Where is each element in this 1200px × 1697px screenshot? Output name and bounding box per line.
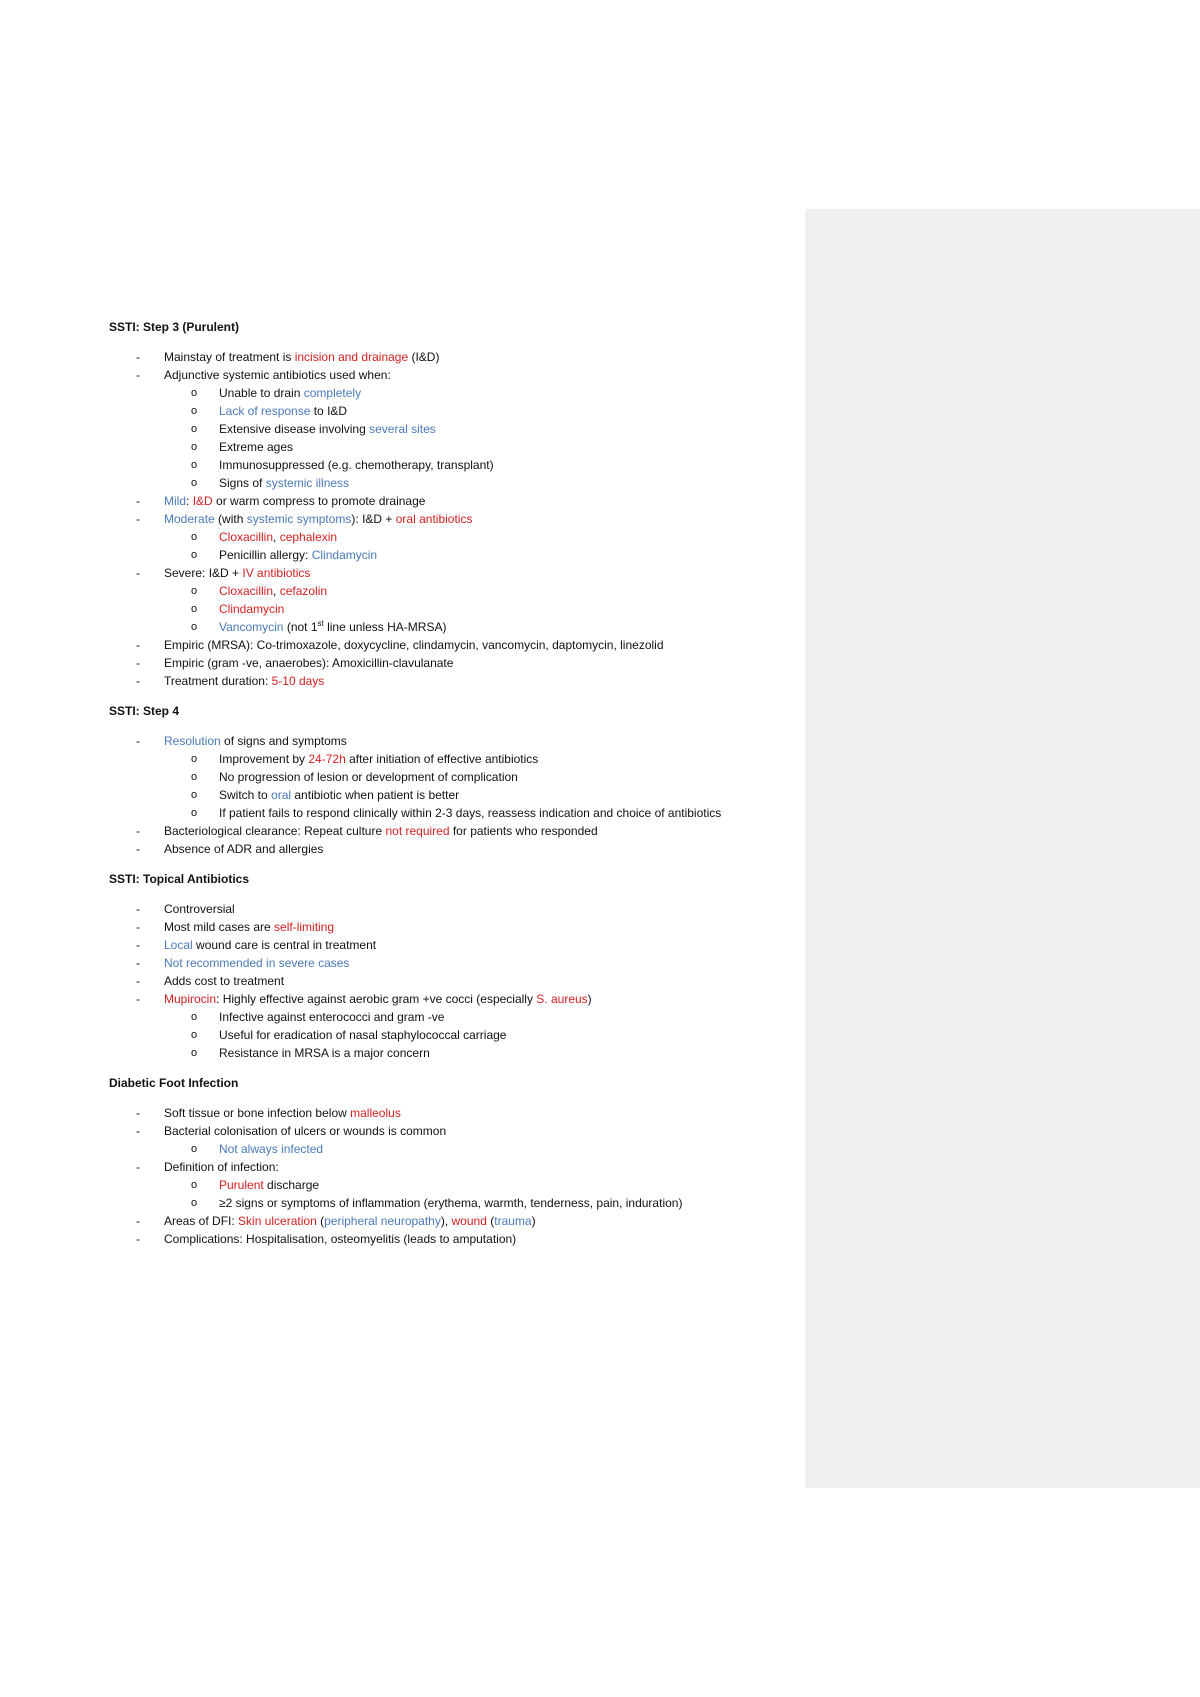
list-item-text bbox=[219, 528, 337, 546]
sub-list-item bbox=[109, 1008, 789, 1026]
list-item-text bbox=[164, 954, 349, 972]
circle-bullet-icon: o bbox=[191, 771, 198, 783]
list-item-text bbox=[164, 840, 323, 858]
text-run: Soft tissue or bone infection below bbox=[164, 1106, 351, 1120]
list-item bbox=[109, 1158, 789, 1176]
list-item bbox=[109, 636, 789, 654]
highlighted-text: self-limiting bbox=[274, 920, 335, 934]
highlighted-text: 5-10 days bbox=[271, 674, 325, 688]
list-item-text bbox=[219, 456, 494, 474]
text-run: If patient fails to respond clinically within 2-3 days, reassess indication and choice of antibiotics bbox=[219, 806, 722, 820]
highlighted-text: not required bbox=[385, 824, 450, 838]
section bbox=[109, 702, 789, 858]
text-run: : bbox=[186, 494, 193, 508]
list-item-text bbox=[219, 438, 293, 456]
circle-bullet-icon: o bbox=[191, 549, 198, 561]
dash-bullet-icon: - bbox=[136, 350, 140, 364]
text-run: ): I&D + bbox=[351, 512, 396, 526]
highlighted-text: wound bbox=[451, 1214, 487, 1228]
sub-list-item bbox=[109, 384, 789, 402]
list-item-text bbox=[164, 972, 284, 990]
dash-bullet-icon: - bbox=[136, 734, 140, 748]
sub-list-item bbox=[109, 1176, 789, 1194]
dash-bullet-icon: - bbox=[136, 824, 140, 838]
text-run: No progression of lesion or development of complication bbox=[219, 770, 518, 784]
circle-bullet-icon: o bbox=[191, 1011, 198, 1023]
highlighted-text: Vancomycin bbox=[219, 620, 284, 634]
highlighted-text: Clindamycin bbox=[311, 548, 378, 562]
highlighted-text: trauma bbox=[494, 1214, 532, 1228]
dash-bullet-icon: - bbox=[136, 656, 140, 670]
list-item bbox=[109, 954, 789, 972]
sub-list-item bbox=[109, 420, 789, 438]
circle-bullet-icon: o bbox=[191, 387, 198, 399]
highlighted-text: peripheral neuropathy bbox=[324, 1214, 441, 1228]
list-item-text bbox=[219, 1176, 319, 1194]
dash-bullet-icon: - bbox=[136, 956, 140, 970]
highlighted-text: Resolution bbox=[164, 734, 221, 748]
sub-list-item bbox=[109, 618, 789, 636]
dash-bullet-icon: - bbox=[136, 638, 140, 652]
text-run: Absence of ADR and allergies bbox=[164, 842, 324, 856]
list-item bbox=[109, 348, 789, 366]
dash-bullet-icon: - bbox=[136, 512, 140, 526]
list-item-text bbox=[164, 510, 472, 528]
highlighted-text: Lack of response bbox=[219, 404, 311, 418]
highlighted-text: cefazolin bbox=[279, 584, 328, 598]
list-item-text bbox=[219, 384, 361, 402]
comment-pane bbox=[805, 209, 1200, 1488]
text-run: Infective against enterococci and gram -ve bbox=[219, 1010, 445, 1024]
list-item-text bbox=[164, 636, 664, 654]
highlighted-text: incision and drainage bbox=[294, 350, 409, 364]
list-item-text bbox=[219, 1008, 444, 1026]
highlighted-text: Moderate bbox=[164, 512, 215, 526]
list-item bbox=[109, 366, 789, 384]
text-run: wound care is central in treatment bbox=[192, 938, 377, 952]
text-run: ( bbox=[316, 1214, 325, 1228]
text-run: (with bbox=[214, 512, 247, 526]
highlighted-text: Skin ulceration bbox=[238, 1214, 317, 1228]
sub-list-item bbox=[109, 456, 789, 474]
dash-bullet-icon: - bbox=[136, 1232, 140, 1246]
list-item-text bbox=[219, 402, 347, 420]
text-run: Mainstay of treatment is bbox=[164, 350, 295, 364]
text-run: of signs and symptoms bbox=[220, 734, 347, 748]
sub-list-item bbox=[109, 474, 789, 492]
list-item-text bbox=[164, 564, 310, 582]
text-run: ≥2 signs or symptoms of inflammation (erythema, warmth, tenderness, pain, induration) bbox=[219, 1196, 683, 1210]
text-run: after initiation of effective antibiotics bbox=[345, 752, 539, 766]
text-run: Empiric (gram -ve, anaerobes): Amoxicillin-clavulanate bbox=[164, 656, 454, 670]
list-item-text bbox=[164, 900, 235, 918]
text-run: Controversial bbox=[164, 902, 235, 916]
text-run: Adjunctive systemic antibiotics used when: bbox=[164, 368, 391, 382]
list-item bbox=[109, 672, 789, 690]
dash-bullet-icon: - bbox=[136, 674, 140, 688]
text-run: ), bbox=[440, 1214, 452, 1228]
text-run: Complications: Hospitalisation, osteomyelitis (leads to amputation) bbox=[164, 1232, 517, 1246]
text-run: Extreme ages bbox=[219, 440, 294, 454]
text-run: Extensive disease involving bbox=[219, 422, 370, 436]
highlighted-text: malleolus bbox=[350, 1106, 401, 1120]
section-heading: SSTI: Topical Antibiotics bbox=[109, 872, 250, 886]
list-item bbox=[109, 1104, 789, 1122]
dash-bullet-icon: - bbox=[136, 938, 140, 952]
dash-bullet-icon: - bbox=[136, 974, 140, 988]
highlighted-text: S. aureus bbox=[536, 992, 588, 1006]
circle-bullet-icon: o bbox=[191, 807, 198, 819]
sub-list-item bbox=[109, 750, 789, 768]
list-item bbox=[109, 1230, 789, 1248]
section bbox=[109, 870, 789, 1062]
dash-bullet-icon: - bbox=[136, 566, 140, 580]
highlighted-text: systemic symptoms bbox=[246, 512, 352, 526]
sub-list-item bbox=[109, 582, 789, 600]
dash-bullet-icon: - bbox=[136, 368, 140, 382]
highlighted-text: completely bbox=[303, 386, 362, 400]
text-run: Switch to bbox=[219, 788, 272, 802]
list-item bbox=[109, 822, 789, 840]
text-run: Unable to drain bbox=[219, 386, 304, 400]
text-run: for patients who responded bbox=[449, 824, 598, 838]
text-run: : Highly effective against aerobic gram +ve cocci (especially bbox=[216, 992, 537, 1006]
list-item bbox=[109, 492, 789, 510]
sub-list-item bbox=[109, 804, 789, 822]
sub-list-item bbox=[109, 528, 789, 546]
list-item-text bbox=[164, 1158, 279, 1176]
list-item-text bbox=[164, 1122, 446, 1140]
sub-list-item bbox=[109, 768, 789, 786]
section bbox=[109, 318, 789, 690]
list-item bbox=[109, 972, 789, 990]
text-run: (I&D) bbox=[408, 350, 440, 364]
list-item-text bbox=[219, 474, 349, 492]
bullet-list bbox=[109, 348, 789, 690]
highlighted-text: Mupirocin bbox=[164, 992, 217, 1006]
document-body bbox=[109, 318, 789, 1260]
list-item-text bbox=[164, 366, 391, 384]
list-item-text bbox=[164, 918, 334, 936]
circle-bullet-icon: o bbox=[191, 1143, 198, 1155]
list-item-text bbox=[164, 348, 439, 366]
sub-list-item bbox=[109, 786, 789, 804]
section bbox=[109, 1074, 789, 1248]
dash-bullet-icon: - bbox=[136, 902, 140, 916]
bullet-list bbox=[109, 732, 789, 858]
sub-list-item bbox=[109, 1194, 789, 1212]
circle-bullet-icon: o bbox=[191, 789, 198, 801]
list-item-text bbox=[219, 600, 284, 618]
highlighted-text: Clindamycin bbox=[219, 602, 285, 616]
sub-list-item bbox=[109, 1026, 789, 1044]
list-item-text bbox=[219, 1194, 682, 1212]
list-item bbox=[109, 564, 789, 582]
list-item-text bbox=[164, 1230, 516, 1248]
sub-list-item bbox=[109, 438, 789, 456]
list-item-text bbox=[219, 420, 436, 438]
list-item bbox=[109, 900, 789, 918]
text-run: Adds cost to treatment bbox=[164, 974, 285, 988]
dash-bullet-icon: - bbox=[136, 920, 140, 934]
circle-bullet-icon: o bbox=[191, 423, 198, 435]
circle-bullet-icon: o bbox=[191, 1179, 198, 1191]
highlighted-text: Cloxacillin bbox=[219, 530, 274, 544]
text-run: to I&D bbox=[310, 404, 348, 418]
list-item bbox=[109, 1122, 789, 1140]
highlighted-text: IV antibiotics bbox=[242, 566, 311, 580]
highlighted-text: Purulent bbox=[219, 1178, 264, 1192]
list-item-text bbox=[219, 1026, 506, 1044]
highlighted-text: Mild bbox=[164, 494, 187, 508]
circle-bullet-icon: o bbox=[191, 1047, 198, 1059]
list-item-text bbox=[219, 750, 538, 768]
text-run: Penicillin allergy: bbox=[219, 548, 312, 562]
dash-bullet-icon: - bbox=[136, 1124, 140, 1138]
text-run: Signs of bbox=[219, 476, 266, 490]
text-run: or warm compress to promote drainage bbox=[212, 494, 426, 508]
dash-bullet-icon: - bbox=[136, 1160, 140, 1174]
text-run: Resistance in MRSA is a major concern bbox=[219, 1046, 430, 1060]
list-item-text bbox=[219, 1140, 323, 1158]
list-item-text bbox=[219, 786, 459, 804]
highlighted-text: I&D bbox=[192, 494, 213, 508]
list-item-text bbox=[164, 732, 347, 750]
section-heading: SSTI: Step 3 (Purulent) bbox=[109, 320, 240, 334]
text-run: Bacterial colonisation of ulcers or wounds is common bbox=[164, 1124, 447, 1138]
list-item-text bbox=[164, 990, 592, 1008]
list-item bbox=[109, 990, 789, 1008]
dash-bullet-icon: - bbox=[136, 494, 140, 508]
circle-bullet-icon: o bbox=[191, 753, 198, 765]
text-run: Immunosuppressed (e.g. chemotherapy, transplant) bbox=[219, 458, 494, 472]
sub-list-item bbox=[109, 402, 789, 420]
list-item bbox=[109, 918, 789, 936]
sub-list-item bbox=[109, 546, 789, 564]
circle-bullet-icon: o bbox=[191, 621, 198, 633]
sub-list-item bbox=[109, 1140, 789, 1158]
text-run: Severe: I&D + bbox=[164, 566, 243, 580]
bullet-list bbox=[109, 900, 789, 1062]
highlighted-text: cephalexin bbox=[279, 530, 338, 544]
list-item-text bbox=[164, 936, 376, 954]
circle-bullet-icon: o bbox=[191, 1197, 198, 1209]
text-run: antibiotic when patient is better bbox=[291, 788, 460, 802]
dash-bullet-icon: - bbox=[136, 992, 140, 1006]
circle-bullet-icon: o bbox=[191, 459, 198, 471]
text-run: Bacteriological clearance: Repeat culture bbox=[164, 824, 386, 838]
highlighted-text: oral bbox=[271, 788, 292, 802]
list-item bbox=[109, 654, 789, 672]
text-run: ) bbox=[587, 992, 592, 1006]
list-item-text bbox=[164, 672, 324, 690]
highlighted-text: Local bbox=[164, 938, 193, 952]
text-run: Definition of infection: bbox=[164, 1160, 279, 1174]
text-run: line unless HA-MRSA) bbox=[323, 620, 447, 634]
highlighted-text: Not recommended in severe cases bbox=[164, 956, 350, 970]
text-run: Treatment duration: bbox=[164, 674, 272, 688]
highlighted-text: Not always infected bbox=[219, 1142, 324, 1156]
text-run: st bbox=[317, 619, 324, 628]
text-run: Improvement by bbox=[219, 752, 309, 766]
sub-list-item bbox=[109, 1044, 789, 1062]
dash-bullet-icon: - bbox=[136, 1214, 140, 1228]
dash-bullet-icon: - bbox=[136, 842, 140, 856]
circle-bullet-icon: o bbox=[191, 405, 198, 417]
list-item-text bbox=[164, 492, 425, 510]
list-item-text bbox=[164, 1212, 536, 1230]
highlighted-text: several sites bbox=[369, 422, 436, 436]
list-item-text bbox=[219, 546, 377, 564]
list-item bbox=[109, 732, 789, 750]
text-run: ) bbox=[531, 1214, 536, 1228]
section-heading: SSTI: Step 4 bbox=[109, 704, 180, 718]
text-run: Most mild cases are bbox=[164, 920, 275, 934]
sub-list-item bbox=[109, 600, 789, 618]
dash-bullet-icon: - bbox=[136, 1106, 140, 1120]
circle-bullet-icon: o bbox=[191, 531, 198, 543]
list-item-text bbox=[219, 582, 327, 600]
text-run: , bbox=[273, 584, 280, 598]
text-run: Useful for eradication of nasal staphylococcal carriage bbox=[219, 1028, 507, 1042]
circle-bullet-icon: o bbox=[191, 1029, 198, 1041]
list-item bbox=[109, 936, 789, 954]
list-item-text bbox=[219, 768, 518, 786]
text-run: ( bbox=[486, 1214, 495, 1228]
text-run: discharge bbox=[263, 1178, 320, 1192]
list-item-text bbox=[219, 1044, 430, 1062]
list-item-text bbox=[219, 804, 721, 822]
list-item-text bbox=[164, 822, 598, 840]
text-run: Areas of DFI: bbox=[164, 1214, 239, 1228]
text-run: (not 1 bbox=[283, 620, 318, 634]
text-run: , bbox=[273, 530, 280, 544]
list-item-text bbox=[164, 654, 453, 672]
circle-bullet-icon: o bbox=[191, 603, 198, 615]
highlighted-text: systemic illness bbox=[265, 476, 350, 490]
circle-bullet-icon: o bbox=[191, 585, 198, 597]
bullet-list bbox=[109, 1104, 789, 1248]
list-item-text bbox=[164, 1104, 401, 1122]
circle-bullet-icon: o bbox=[191, 441, 198, 453]
highlighted-text: oral antibiotics bbox=[395, 512, 473, 526]
text-run: Empiric (MRSA): Co-trimoxazole, doxycycline, clindamycin, vancomycin, daptomycin, linezolid bbox=[164, 638, 664, 652]
section-heading: Diabetic Foot Infection bbox=[109, 1076, 239, 1090]
list-item bbox=[109, 1212, 789, 1230]
highlighted-text: Cloxacillin bbox=[219, 584, 274, 598]
highlighted-text: 24-72h bbox=[308, 752, 346, 766]
list-item bbox=[109, 510, 789, 528]
list-item bbox=[109, 840, 789, 858]
list-item-text bbox=[219, 618, 446, 636]
circle-bullet-icon: o bbox=[191, 477, 198, 489]
